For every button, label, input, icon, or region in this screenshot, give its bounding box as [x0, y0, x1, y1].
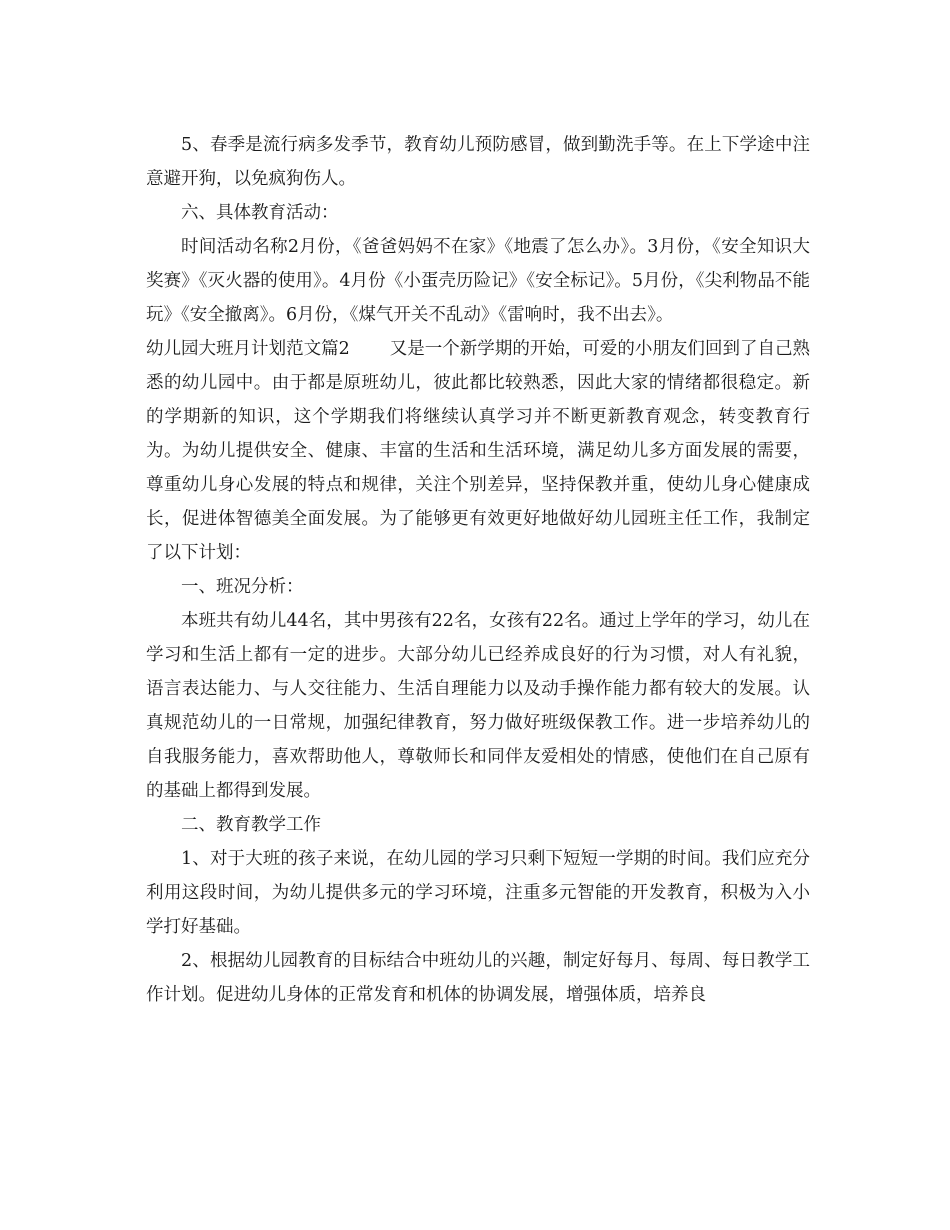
section-intro: 又是一个新学期的开始，可爱的小朋友们回到了自己熟悉的幼儿园中。由于都是原班幼儿，彼此都比较熟悉，因此大家的情绪都很稳定。新的学期新的知识，这个学期我们将继续认真学习并不断更新教育观念，转变教育行为。为幼儿提供安全、健康、丰富的生活和生活环境，满足幼儿多方面发展的需要，尊重幼儿身心发展的特点和规律，关注个别差异，坚持保教并重，使幼儿身心健康成长，促进体智德美全面发展。为了能够更有效更好地做好幼儿园班主任工作，我制定了以下计划： [146, 339, 810, 563]
paragraph-teaching-item-2: 2、根据幼儿园教育的目标结合中班幼儿的兴趣，制定好每月、每周、每日教学工作计划。促进幼儿身体的正常发育和机体的协调发展，增强体质，培养良 [146, 951, 810, 1005]
paragraph-class-analysis: 本班共有幼儿44名，其中男孩有22名，女孩有22名。通过上学年的学习，幼儿在学习和生活上都有一定的进步。大部分幼儿已经养成良好的行为习惯，对人有礼貌，语言表达能力、与人交往能力、生活自理能力以及动手操作能力都有较大的发展。认真规范幼儿的一日常规，加强纪律教育，努力做好班级保教工作。进一步培养幼儿的自我服务能力，喜欢帮助他人，尊敬师长和同伴友爱相处的情感，使他们在自己原有的基础上都得到发展。 [146, 611, 810, 801]
section-title-paragraph [146, 332, 810, 570]
section-title: 幼儿园大班月计划范文篇2 [146, 339, 350, 359]
paragraph-teaching-item-1: 1、对于大班的孩子来说，在幼儿园的学习只剩下短短一学期的时间。我们应充分利用这段时间，为幼儿提供多元的学习环境，注重多元智能的开发教育，积极为入小学打好基础。 [146, 849, 810, 937]
heading-teaching-work: 二、教育教学工作 [181, 815, 321, 835]
heading-class-analysis: 一、班况分析： [181, 577, 304, 597]
paragraph-spring-safety: 5、春季是流行病多发季节，教育幼儿预防感冒，做到勤洗手等。在上下学途中注意避开狗，以免疯狗伤人。 [146, 135, 810, 189]
heading-specific-activities: 六、具体教育活动： [181, 203, 339, 223]
document-body [146, 128, 810, 1012]
paragraph-activity-schedule: 时间活动名称2月份，《爸爸妈妈不在家》《地震了怎么办》。3月份，《安全知识大奖赛》《灭火器的使用》。4月份《小蛋壳历险记》《安全标记》。5月份，《尖利物品不能玩》《安全撤离》。6月份，《煤气开关不乱动》《雷响时，我不出去》。 [146, 237, 810, 325]
